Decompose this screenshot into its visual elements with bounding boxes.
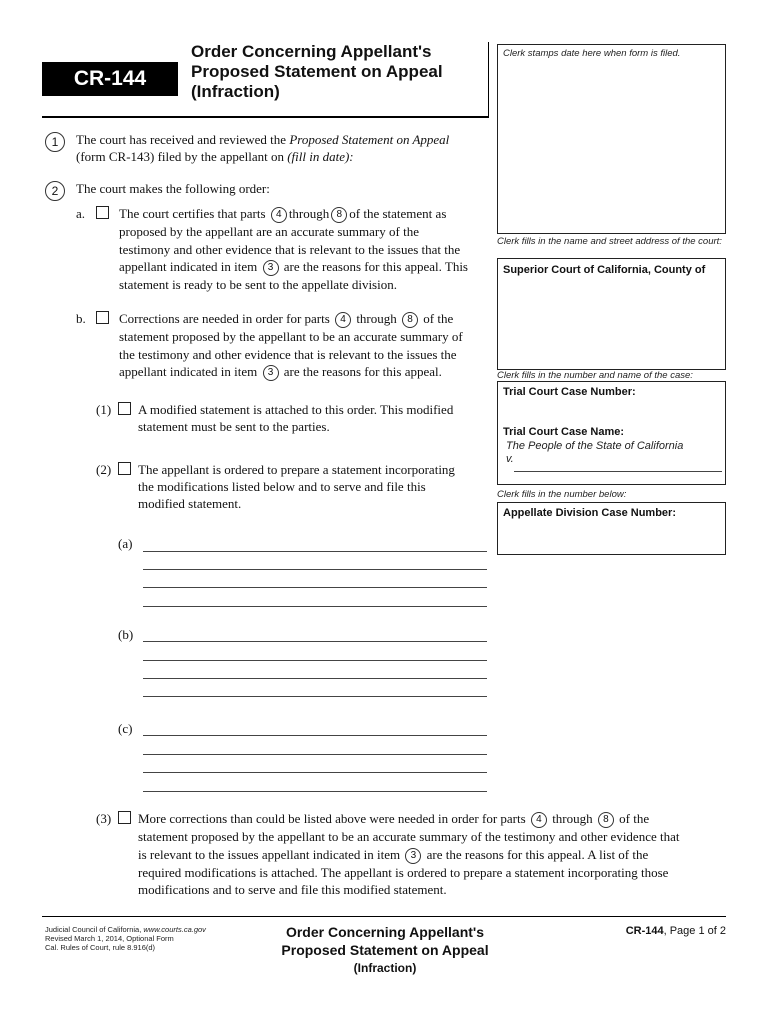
footer-page-info bbox=[600, 925, 726, 937]
footer-title-line2: Proposed Statement on Appeal bbox=[281, 942, 489, 958]
title-vertical-divider bbox=[488, 42, 489, 118]
clerk-stamp-note: Clerk stamps date here when form is filed. bbox=[503, 48, 681, 59]
mod-b-label: (b) bbox=[118, 627, 134, 642]
versus-label: v. bbox=[506, 453, 514, 465]
mod-b-line[interactable] bbox=[143, 641, 487, 642]
item-2a-line2: proposed by the appellant are an accurate summary of the bbox=[119, 224, 419, 240]
sub-1-label: (1) bbox=[96, 402, 112, 417]
item-2a-checkbox[interactable] bbox=[96, 206, 109, 219]
sub-3-line4: required modifications is attached. The appellant is ordered to prepare a statement incorporating those bbox=[138, 864, 669, 880]
sub-2-checkbox[interactable] bbox=[118, 462, 131, 475]
sub-3-checkbox[interactable] bbox=[118, 811, 131, 824]
sub-1-line1: A modified statement is attached to this order. This modified bbox=[138, 402, 454, 417]
item-ref-3: 3 bbox=[405, 848, 421, 864]
sub-3-label: (3) bbox=[96, 811, 112, 826]
item-number-1: 1 bbox=[45, 132, 65, 152]
item-2a-t3: of the statement as bbox=[349, 206, 447, 221]
item-2b-label: b. bbox=[76, 311, 86, 326]
mod-a-label: (a) bbox=[118, 536, 133, 551]
sub-3-line1-post: of the bbox=[619, 811, 650, 826]
sub-2-line2: the modifications listed below and to serve and file this bbox=[138, 479, 426, 494]
footer-rule-cite: Cal. Rules of Court, rule 8.916(d) bbox=[45, 943, 156, 952]
item-ref-3: 3 bbox=[263, 260, 279, 276]
mod-a-line[interactable] bbox=[143, 606, 487, 607]
item-2b-t1: Corrections are needed in order for parts bbox=[119, 311, 330, 326]
mod-a-line[interactable] bbox=[143, 569, 487, 570]
sub-2-label: (2) bbox=[96, 462, 112, 477]
mod-b-line[interactable] bbox=[143, 678, 487, 679]
footer-title-line1: Order Concerning Appellant's bbox=[285, 924, 485, 940]
defendant-name-line[interactable] bbox=[514, 471, 722, 472]
sub-3-line2: statement proposed by the appellant to be an accurate summary of the testimony and other evidence that bbox=[138, 829, 680, 845]
sub-3-line3-post: are the reasons for this appeal. A list of the bbox=[426, 846, 649, 862]
item-1-line1: The court has received and reviewed the bbox=[76, 132, 290, 147]
mod-b-line[interactable] bbox=[143, 660, 487, 661]
item-2b-text bbox=[119, 310, 494, 381]
footer-page: , Page 1 of 2 bbox=[663, 925, 726, 937]
part-number-8: 8 bbox=[598, 812, 614, 828]
clerk-stamp-box[interactable] bbox=[497, 44, 726, 234]
sub-3-line3-pre: is relevant to the issues appellant indicated in item bbox=[138, 846, 401, 862]
sub-3-line1-mid: through bbox=[552, 811, 593, 826]
item-2b-checkbox[interactable] bbox=[96, 311, 109, 324]
title-divider bbox=[42, 116, 488, 118]
item-2a-line5: statement is ready to be sent to the appellate division. bbox=[119, 277, 397, 293]
form-title bbox=[191, 42, 443, 102]
court-address-note: Clerk fills in the name and street address of the court: bbox=[497, 236, 722, 247]
part-number-4: 4 bbox=[335, 312, 351, 328]
item-2a-line3: testimony and other evidence that is relevant to the issues that the bbox=[119, 241, 461, 257]
part-number-4: 4 bbox=[531, 812, 547, 828]
item-number-2: 2 bbox=[45, 181, 65, 201]
mod-c-line[interactable] bbox=[143, 754, 487, 755]
mod-c-label: (c) bbox=[118, 721, 133, 736]
sub-1-text bbox=[138, 401, 488, 435]
sub-3-line5: modifications and to serve and file this modified statement. bbox=[138, 882, 447, 898]
part-number-4: 4 bbox=[271, 207, 287, 223]
court-label: Superior Court of California, County of bbox=[503, 264, 706, 276]
mod-c-line[interactable] bbox=[143, 791, 487, 792]
sub-2-line1: The appellant is ordered to prepare a statement incorporating bbox=[138, 462, 455, 477]
item-2-intro: The court makes the following order: bbox=[76, 181, 270, 196]
title-line-1: Order Concerning Appellant's bbox=[191, 42, 432, 61]
sub-3-text bbox=[138, 810, 728, 899]
mod-a-line[interactable] bbox=[143, 587, 487, 588]
item-1-text bbox=[76, 131, 486, 165]
footer-title-line3: (Infraction) bbox=[353, 961, 417, 975]
footer-form-id: CR-144 bbox=[625, 925, 664, 937]
item-2b-line4-post: are the reasons for this appeal. bbox=[283, 364, 442, 380]
trial-case-number-label: Trial Court Case Number: bbox=[503, 386, 636, 398]
footer-rule bbox=[42, 916, 726, 917]
part-number-8: 8 bbox=[331, 207, 347, 223]
sub-1-checkbox[interactable] bbox=[118, 402, 131, 415]
mod-b-line[interactable] bbox=[143, 696, 487, 697]
mod-a-line[interactable] bbox=[143, 551, 487, 552]
form-id-badge: CR-144 bbox=[42, 62, 178, 96]
item-ref-3: 3 bbox=[263, 365, 279, 381]
item-2a-line4-pre: appellant indicated in item bbox=[119, 259, 258, 275]
footer-council: Judicial Council of California, bbox=[45, 925, 142, 934]
item-1-date-hint: (fill in date): bbox=[287, 149, 354, 164]
mod-c-line[interactable] bbox=[143, 772, 487, 773]
footer-citation bbox=[45, 925, 255, 952]
item-1-form-name: Proposed Statement on Appeal bbox=[289, 132, 450, 147]
appellate-note: Clerk fills in the number below: bbox=[497, 489, 627, 500]
sub-2-line3: modified statement. bbox=[138, 496, 242, 511]
footer-title bbox=[255, 923, 515, 977]
title-line-3: (Infraction) bbox=[191, 82, 280, 101]
item-2b-t2: through bbox=[356, 311, 397, 326]
item-2a-line4-post: are the reasons for this appeal. This bbox=[283, 259, 468, 275]
item-2a-label: a. bbox=[76, 206, 86, 221]
item-1-line2: (form CR-143) filed by the appellant on bbox=[76, 149, 288, 164]
footer-revised: Revised March 1, 2014, Optional Form bbox=[45, 934, 174, 943]
item-2a-t1: The court certifies that parts bbox=[119, 206, 266, 221]
mod-c-line[interactable] bbox=[143, 735, 487, 736]
item-2b-line2: statement proposed by the appellant to be an accurate summary of bbox=[119, 329, 463, 345]
sub-1-line2: statement must be sent to the parties. bbox=[138, 419, 330, 434]
item-2a-text bbox=[119, 205, 494, 294]
trial-case-name-label: Trial Court Case Name: bbox=[503, 426, 625, 438]
sub-2-text bbox=[138, 461, 488, 512]
appellate-label: Appellate Division Case Number: bbox=[503, 507, 676, 519]
case-note: Clerk fills in the number and name of the case: bbox=[497, 370, 693, 381]
sub-3-line1-pre: More corrections than could be listed above were needed in order for parts bbox=[138, 811, 526, 826]
part-number-8: 8 bbox=[402, 312, 418, 328]
item-2b-line4-pre: appellant indicated in item bbox=[119, 364, 258, 380]
footer-site: www.courts.ca.gov bbox=[143, 925, 206, 934]
title-line-2: Proposed Statement on Appeal bbox=[191, 62, 443, 81]
item-2a-t2: through bbox=[288, 206, 330, 221]
case-name-value: The People of the State of California bbox=[506, 440, 684, 452]
item-2b-line3: the testimony and other evidence that is relevant to the issues the bbox=[119, 346, 457, 362]
item-2b-t3: of the bbox=[423, 311, 454, 326]
